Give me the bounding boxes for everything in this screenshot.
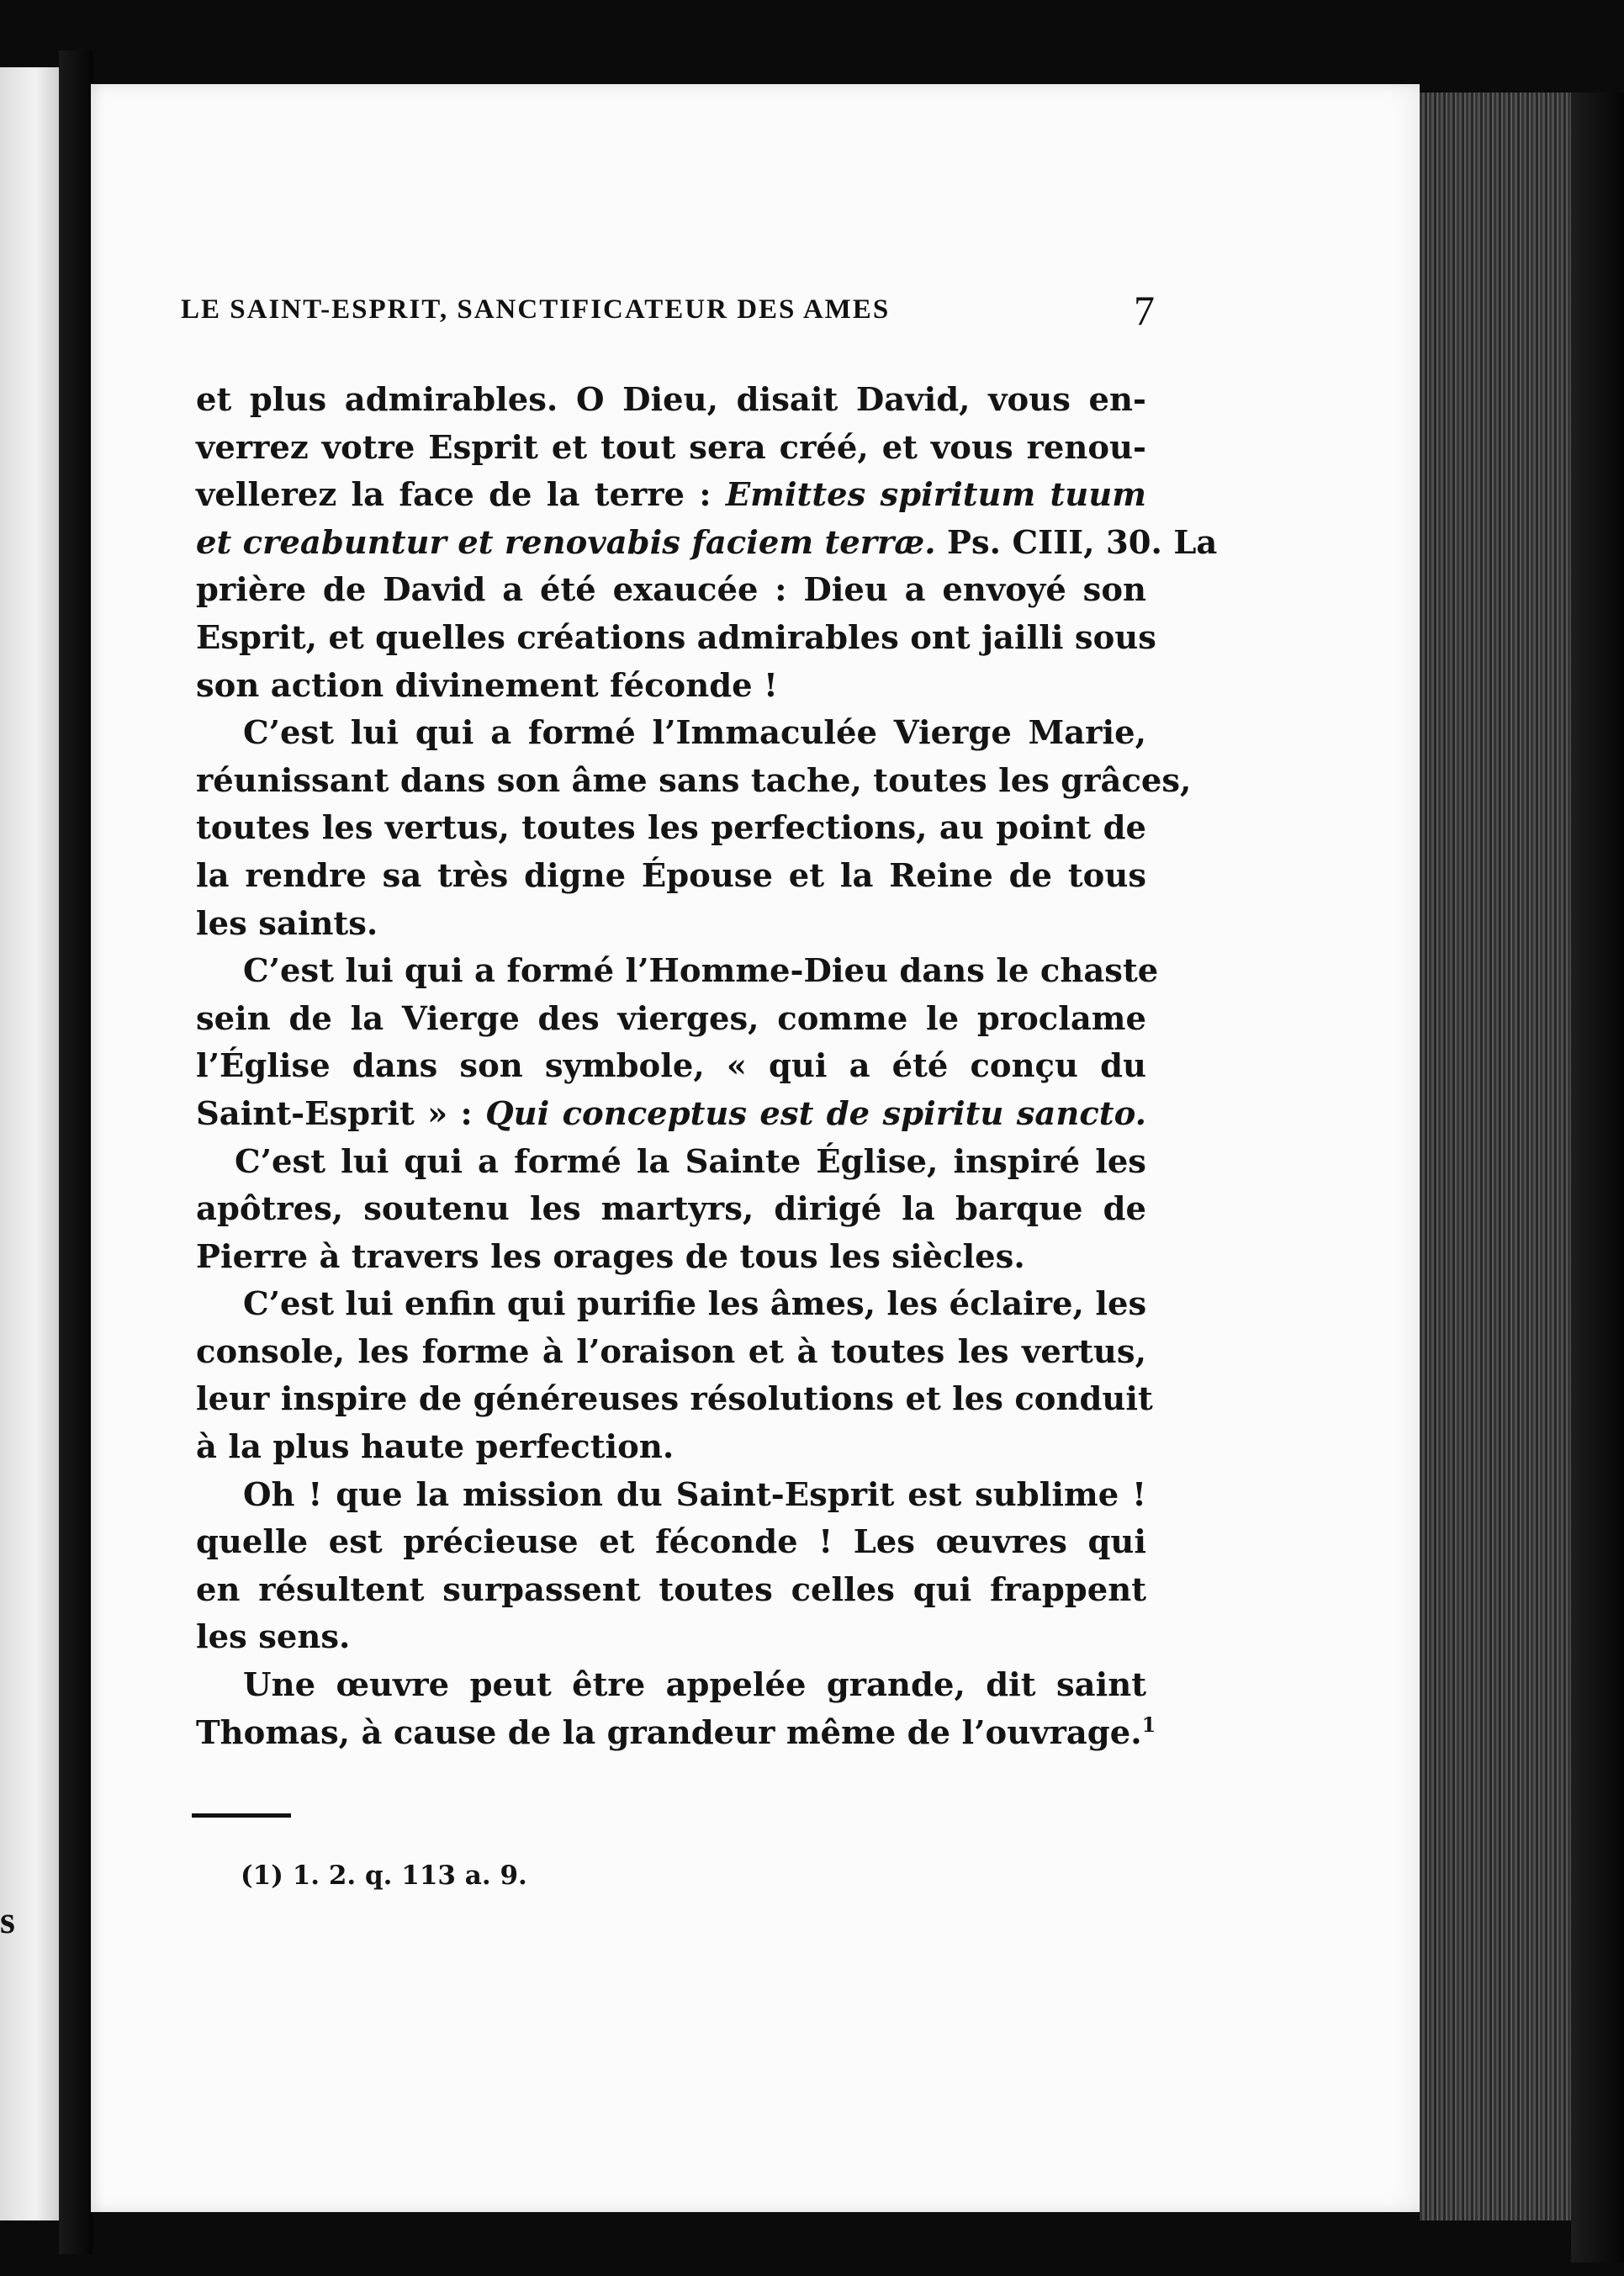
page-number: 7 (1134, 287, 1155, 334)
latin-quote: Emittes spiritum tuum (725, 476, 1146, 515)
text-line: Oh ! que la mission du Saint-Esprit est sublime ! (243, 1475, 1146, 1514)
text-line: leur inspire de généreuses résolutions et les conduit (196, 1380, 1153, 1419)
footnote-reference: 1 (1141, 1712, 1156, 1737)
text-line: les sens. (196, 1618, 351, 1657)
text-line: verrez votre Esprit et tout sera créé, et vous renou- (196, 428, 1146, 467)
text-segment: Ps. CIII, 30. La (947, 523, 1218, 562)
text-line: quelle est précieuse et féconde ! Les œuvres qui (196, 1523, 1146, 1562)
text-segment: Thomas, à cause de la grandeur même de l’ouvrage. (196, 1713, 1142, 1752)
text-line: console, les forme à l’oraison et à toutes les vertus, (196, 1332, 1146, 1371)
text-line: la rendre sa très digne Épouse et la Reine de tous (196, 856, 1146, 895)
text-line: l’Église dans son symbole, « qui a été conçu du (196, 1047, 1146, 1086)
text-line: et plus admirables. O Dieu, disait David, vous en- (196, 381, 1146, 419)
footnote-rule (192, 1813, 291, 1818)
left-page-letter: s (0, 1898, 15, 1941)
left-page-edge (0, 67, 59, 2220)
text-segment: Saint-Esprit » : (196, 1094, 486, 1133)
footnote: (1) 1. 2. q. 113 a. 9. (241, 1860, 527, 1891)
text-line (196, 472, 1146, 520)
text-line: Une œuvre peut être appelée grande, dit saint (243, 1666, 1146, 1705)
text-line: C’est lui qui a formé la Sainte Église, inspiré les (235, 1142, 1146, 1181)
text-segment: vellerez la face de la terre : (196, 476, 726, 515)
text-line: prière de David a été exaucée : Dieu a envoyé son (196, 571, 1146, 610)
text-line (196, 1091, 1146, 1139)
text-line: Esprit, et quelles créations admirables ont jailli sous (196, 618, 1156, 657)
latin-quote: et creabuntur et renovabis faciem terræ. (196, 523, 936, 562)
book-gutter (59, 50, 93, 2254)
running-head: LE SAINT-ESPRIT, SANCTIFICATEUR DES AMES (181, 294, 891, 325)
text-line: C’est lui qui a formé l’Immaculée Vierge Marie, (243, 714, 1146, 753)
text-line: sein de la Vierge des vierges, comme le proclame (196, 999, 1146, 1038)
book-cover-edge (1571, 93, 1624, 2263)
latin-quote: Qui conceptus est de spiritu sancto. (485, 1094, 1146, 1133)
book-page-edges (1420, 93, 1571, 2220)
text-line: réunissant dans son âme sans tache, toutes les grâces, (196, 761, 1192, 800)
text-line: C’est lui enfin qui purifie les âmes, les éclaire, les (243, 1285, 1147, 1324)
body-text (196, 377, 1218, 1757)
text-line (196, 520, 1218, 568)
text-line (196, 1710, 1156, 1758)
text-line: toutes les vertus, toutes les perfections, au point de (196, 809, 1146, 848)
text-line: apôtres, soutenu les martyrs, dirigé la barque de (196, 1190, 1146, 1229)
text-line: en résultent surpassent toutes celles qui frappent (196, 1570, 1146, 1609)
text-line: son action divinement féconde ! (196, 666, 778, 705)
text-line: C’est lui qui a formé l’Homme-Dieu dans le chaste (243, 952, 1159, 991)
text-line: les saints. (196, 904, 378, 943)
text-line: Pierre à travers les orages de tous les siècles. (196, 1237, 1025, 1276)
text-line: à la plus haute perfection. (196, 1428, 674, 1467)
